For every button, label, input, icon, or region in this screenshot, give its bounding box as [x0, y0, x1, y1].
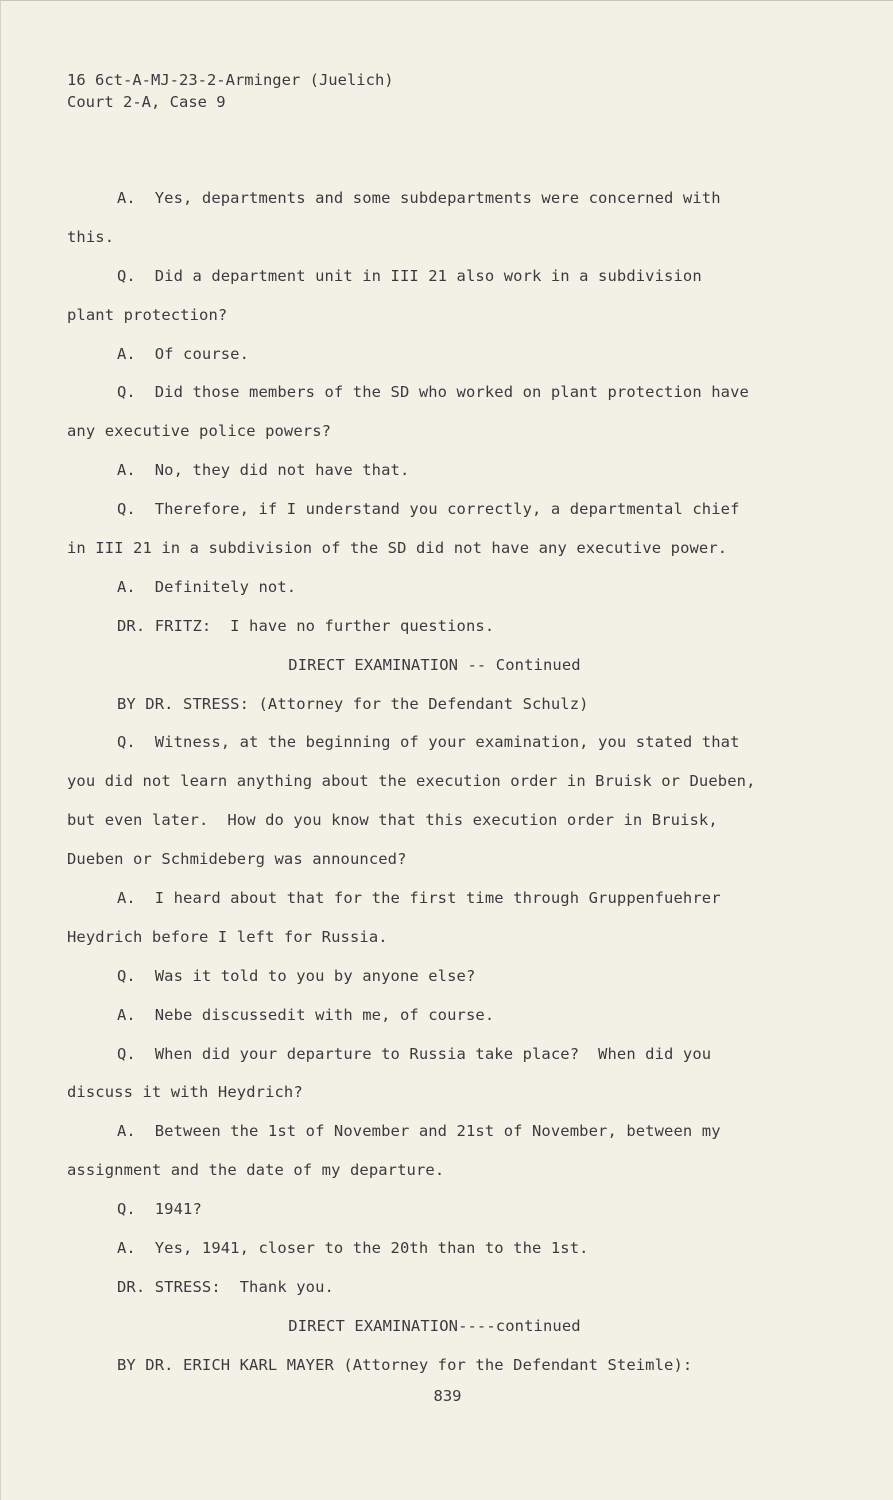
transcript-line: Q. 1941?	[117, 1200, 202, 1219]
header-reference: 16 6ct-A-MJ-23-2-Arminger (Juelich)	[67, 71, 394, 89]
document-header	[67, 69, 394, 113]
transcript-line: DR. FRITZ: I have no further questions.	[117, 616, 495, 635]
transcript-line: assignment and the date of my departure.	[67, 1161, 445, 1180]
transcript-line: any executive police powers?	[67, 422, 332, 441]
transcript-line: A. Definitely not.	[117, 577, 297, 596]
transcript-line: Q. Was it told to you by anyone else?	[117, 966, 476, 985]
transcript-line: plant protection?	[67, 305, 228, 324]
transcript-line: Q. Did a department unit in III 21 also work in a subdivision	[117, 266, 702, 285]
transcript-line: DR. STRESS: Thank you.	[117, 1277, 334, 1296]
transcript-line: A. No, they did not have that.	[117, 461, 410, 480]
transcript-body	[67, 179, 767, 1385]
transcript-line: A. Yes, departments and some subdepartments were concerned with	[117, 189, 721, 207]
transcript-line: A. I heard about that for the first time through Gruppenfuehrer	[117, 889, 721, 908]
transcript-line: you did not learn anything about the execution order in Bruisk or Dueben,	[67, 772, 756, 791]
transcript-line: A. Of course.	[117, 344, 250, 363]
transcript-line: A. Nebe discussedit with me, of course.	[117, 1005, 495, 1024]
section-heading: DIRECT EXAMINATION----continued	[288, 1316, 581, 1335]
transcript-line: A. Yes, 1941, closer to the 20th than to the 1st.	[117, 1239, 589, 1258]
page-number: 839	[433, 1387, 462, 1405]
header-court-case: Court 2-A, Case 9	[67, 93, 226, 111]
transcript-line: but even later. How do you know that this execution order in Bruisk,	[67, 811, 718, 830]
transcript-line: Dueben or Schmideberg was announced?	[67, 850, 407, 869]
transcript-line: Q. Did those members of the SD who worked on plant protection have	[117, 383, 749, 402]
transcript-line: BY DR. ERICH KARL MAYER (Attorney for the Defendant Steimle):	[117, 1355, 693, 1374]
transcript-line: A. Between the 1st of November and 21st of November, between my	[117, 1122, 721, 1141]
transcript-line: BY DR. STRESS: (Attorney for the Defendant Schulz)	[117, 694, 589, 713]
transcript-line: discuss it with Heydrich?	[67, 1083, 303, 1102]
transcript-line: Q. When did your departure to Russia take place? When did you	[117, 1044, 712, 1063]
transcript-line: Heydrich before I left for Russia.	[67, 927, 388, 946]
transcript-line: Q. Therefore, if I understand you correctly, a departmental chief	[117, 500, 740, 519]
transcript-line: this.	[67, 227, 115, 246]
transcript-line: Q. Witness, at the beginning of your examination, you stated that	[117, 733, 740, 752]
section-heading: DIRECT EXAMINATION -- Continued	[288, 655, 581, 674]
transcript-line: in III 21 in a subdivision of the SD did not have any executive power.	[67, 539, 728, 558]
